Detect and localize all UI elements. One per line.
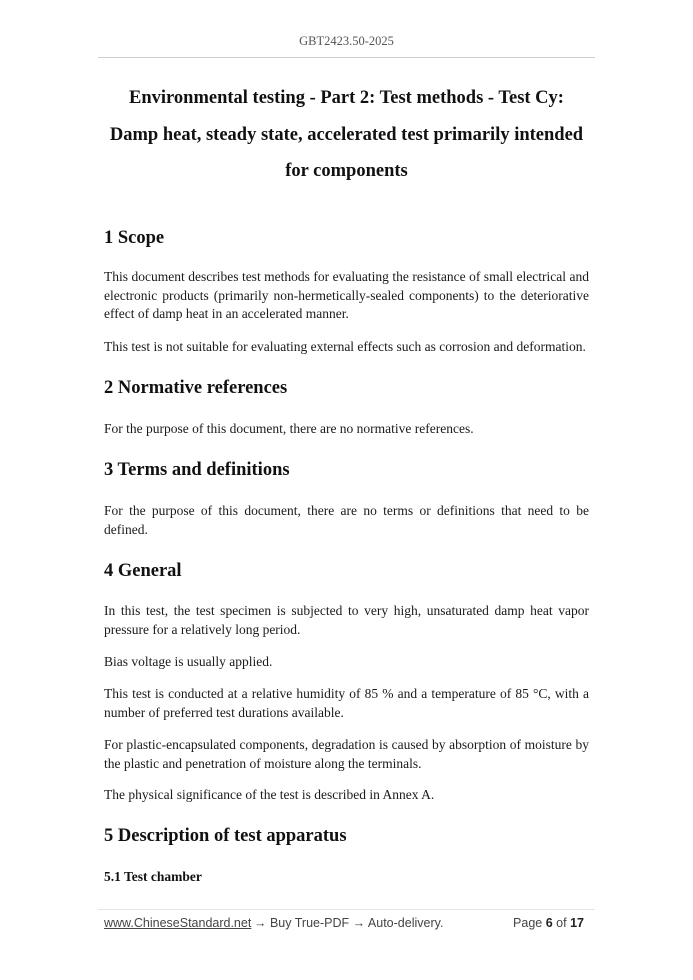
page-of-label: of: [556, 916, 567, 930]
scope-paragraph-2: This test is not suitable for evaluating external effects such as corrosion and deformation.: [104, 339, 586, 354]
page-footer: [104, 916, 584, 934]
terms-paragraph: For the purpose of this document, there are no terms or definitions that need to be defined.: [104, 503, 589, 537]
document-title: [98, 80, 595, 190]
heading-scope: 1 Scope: [104, 228, 165, 248]
running-header: GBT2423.50-2025: [299, 34, 394, 48]
page-label: Page: [513, 916, 543, 930]
scope-paragraph-1: This document describes test methods for evaluating the resistance of small electrical and electronic products (primarily non-hermetically-sealed components) to the deteriorative effect of damp heat in an accelerated manner.: [104, 269, 589, 321]
footer-promo-text: → Buy True-PDF → Auto-delivery.: [254, 916, 444, 930]
subheading-test-chamber: 5.1 Test chamber: [104, 869, 202, 884]
general-paragraph-3: This test is conducted at a relative humidity of 85 % and a temperature of 85 °C, with a number of preferred test durations available.: [104, 686, 589, 720]
total-pages-number: 17: [570, 916, 584, 930]
website-link[interactable]: www.ChineseStandard.net: [104, 916, 252, 930]
title-line-3: for components: [285, 161, 408, 181]
current-page-number: 6: [545, 916, 553, 930]
footer-divider: [98, 909, 595, 910]
page-indicator: [513, 916, 584, 930]
general-paragraph-2: Bias voltage is usually applied.: [104, 654, 273, 669]
title-line-1: Environmental testing - Part 2: Test methods - Test Cy:: [129, 88, 564, 108]
normative-paragraph: For the purpose of this document, there are no normative references.: [104, 421, 474, 436]
general-paragraph-4: For plastic-encapsulated components, degradation is caused by absorption of moisture by the plastic and penetration of moisture along the terminals.: [104, 737, 589, 771]
title-line-2: Damp heat, steady state, accelerated test primarily intended: [109, 124, 584, 145]
heading-normative-references: 2 Normative references: [104, 378, 288, 398]
header-divider: [98, 57, 595, 58]
general-paragraph-1: In this test, the test specimen is subjected to very high, unsaturated damp heat vapor pressure for a relatively long period.: [104, 603, 589, 637]
heading-general: 4 General: [104, 561, 182, 581]
general-paragraph-5: The physical significance of the test is described in Annex A.: [104, 787, 435, 802]
heading-terms-definitions: 3 Terms and definitions: [104, 460, 290, 480]
heading-test-apparatus: 5 Description of test apparatus: [104, 826, 347, 846]
